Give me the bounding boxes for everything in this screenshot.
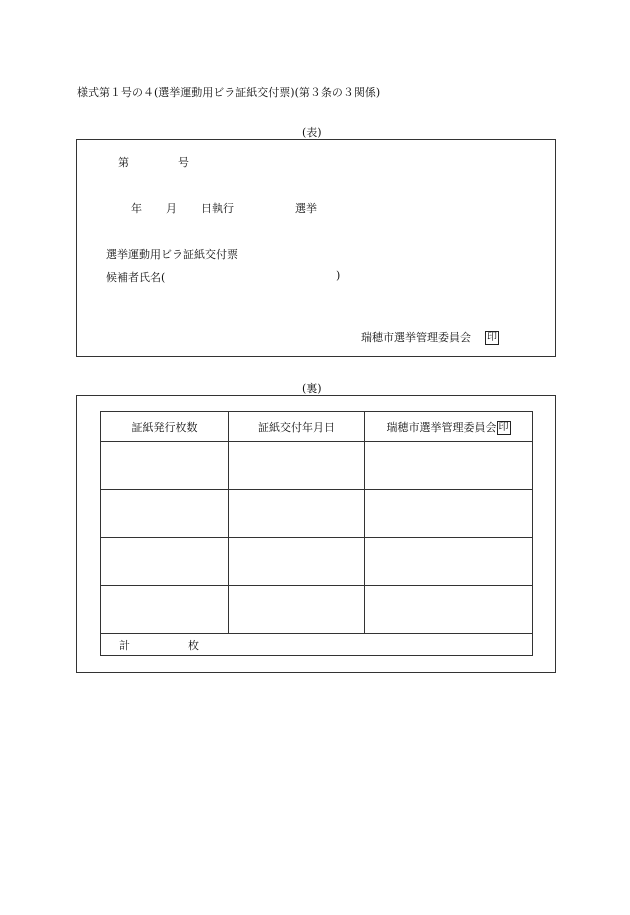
date-month: 月	[166, 202, 177, 215]
total-label: 計	[119, 638, 130, 652]
date-day: 日執行	[201, 202, 234, 215]
table-row	[101, 586, 533, 634]
candidate-label: 候補者氏名(	[106, 271, 166, 284]
cell-date	[229, 490, 365, 538]
issuer-name: 瑞穂市選挙管理委員会	[361, 331, 471, 344]
col-header-date: 証紙交付年月日	[229, 412, 365, 442]
cell-date	[229, 538, 365, 586]
date-year: 年	[131, 202, 142, 215]
cell-date	[229, 442, 365, 490]
cell-issuer	[365, 586, 533, 634]
total-unit: 枚	[188, 638, 199, 652]
cell-issuer	[365, 538, 533, 586]
cell-count	[101, 442, 229, 490]
election-label: 選挙	[295, 202, 317, 215]
header-seal-stamp: 印	[498, 421, 509, 433]
stamp-record-table	[100, 411, 533, 656]
table-total-row	[101, 634, 533, 656]
front-card	[76, 139, 556, 357]
form-title: 様式第１号の４(選挙運動用ビラ証紙交付票)(第３条の３関係)	[77, 86, 381, 99]
total-cell	[101, 634, 533, 656]
cell-count	[101, 586, 229, 634]
number-suffix: 号	[178, 156, 189, 169]
cell-date	[229, 586, 365, 634]
candidate-close: )	[336, 269, 341, 282]
cell-count	[101, 490, 229, 538]
col-header-issuer-text: 瑞穂市選挙管理委員会	[386, 420, 497, 434]
cell-issuer	[365, 490, 533, 538]
ticket-title: 選挙運動用ビラ証紙交付票	[106, 248, 238, 261]
table-row	[101, 442, 533, 490]
col-header-count: 証紙発行枚数	[101, 412, 229, 442]
back-label: (裏)	[302, 382, 322, 395]
number-prefix: 第	[118, 156, 129, 169]
seal-stamp: 印	[487, 332, 497, 343]
issuer	[361, 329, 499, 345]
front-label: (表)	[302, 126, 322, 139]
table-row	[101, 538, 533, 586]
table-header-row	[101, 412, 533, 442]
table-row	[101, 490, 533, 538]
cell-issuer	[365, 442, 533, 490]
cell-count	[101, 538, 229, 586]
col-header-issuer	[365, 412, 533, 442]
